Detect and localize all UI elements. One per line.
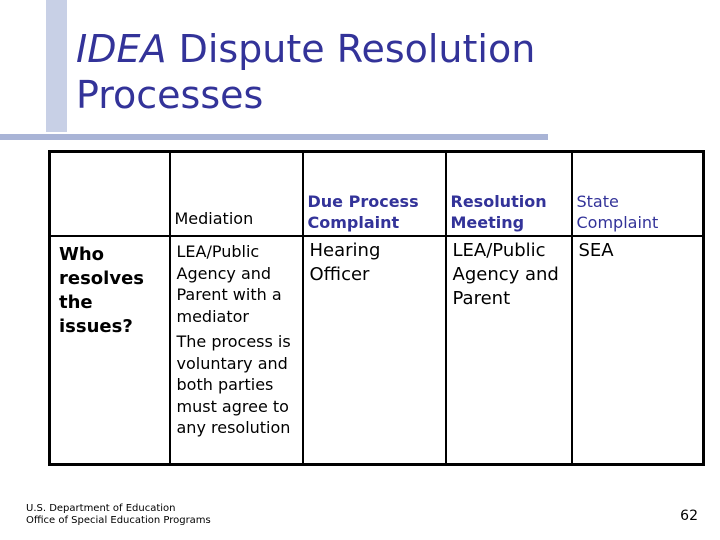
- mediation-main-text: LEA/Public Agency and Parent with a mediator: [176, 242, 282, 326]
- title-rest: Dispute Resolution Processes: [76, 27, 536, 117]
- mediation-note-text: The process is voluntary and both parties must agree to any resolution: [176, 332, 291, 437]
- table-row: [50, 236, 704, 465]
- dispute-resolution-table: [48, 150, 705, 466]
- header-cell-state-complaint: [572, 152, 704, 237]
- footer-credit: [26, 503, 211, 527]
- header-cell-empty: [50, 152, 170, 237]
- resolution-meeting-cell: [446, 236, 572, 465]
- mediation-cell: [170, 236, 303, 465]
- title-italic-part: IDEA: [76, 27, 167, 71]
- header-cell-mediation: [170, 152, 303, 237]
- header-resolution-meeting: Resolution Meeting: [450, 192, 547, 232]
- header-cell-resolution-meeting: [446, 152, 572, 237]
- footer-line-2: Office of Special Education Programs: [26, 515, 211, 526]
- due-process-cell: [303, 236, 446, 465]
- table-header-row: [50, 152, 704, 237]
- due-process-text: Hearing Officer: [309, 240, 381, 285]
- header-state-complaint: State Complaint: [576, 192, 659, 232]
- footer-line-1: U.S. Department of Education: [26, 503, 176, 514]
- state-complaint-text: SEA: [578, 240, 614, 261]
- title-underline-rule: [0, 134, 548, 140]
- resolution-meeting-text: LEA/Public Agency and Parent: [452, 240, 559, 309]
- row-label: Who resolves the issues?: [59, 244, 144, 337]
- header-mediation: Mediation: [174, 209, 254, 228]
- row-label-cell: [50, 236, 170, 465]
- state-complaint-cell: [572, 236, 704, 465]
- header-cell-due-process: [303, 152, 446, 237]
- header-due-process: Due Process Complaint: [307, 192, 419, 232]
- slide-title: [76, 26, 636, 118]
- page-number: 62: [680, 508, 698, 524]
- decorative-left-bar: [46, 0, 67, 132]
